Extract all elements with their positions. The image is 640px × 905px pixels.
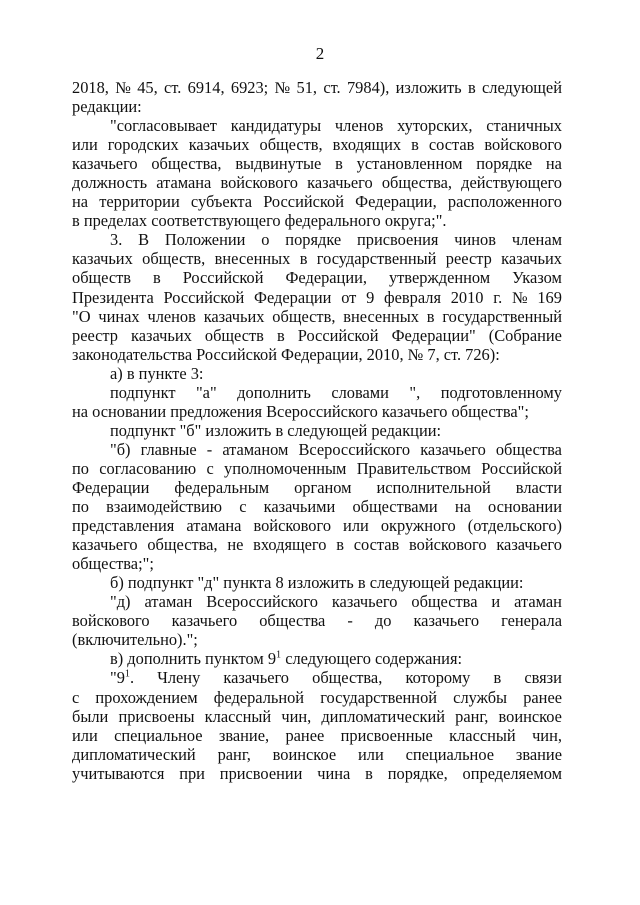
- word: по: [72, 458, 89, 478]
- text-line: [72, 573, 562, 592]
- word: дополнить: [237, 382, 311, 402]
- word: в: [153, 268, 161, 288]
- word: присвоены: [118, 706, 195, 726]
- word: Российской: [263, 192, 344, 212]
- word: казачьего: [223, 668, 289, 688]
- text-line: [72, 707, 562, 726]
- superscript: 1: [276, 649, 282, 661]
- word: Российской: [163, 287, 245, 307]
- page-number: 2: [315, 44, 325, 63]
- word: должность: [72, 173, 148, 193]
- word: казачьего: [72, 535, 138, 555]
- word: территории: [99, 192, 180, 212]
- text-line: [72, 383, 562, 402]
- word: присвоенные: [340, 725, 433, 745]
- word: казачьими: [263, 497, 336, 517]
- word: в): [110, 649, 124, 669]
- word: Члену: [157, 668, 201, 688]
- word: №: [511, 287, 528, 307]
- word: входящего: [253, 535, 327, 555]
- word: на: [72, 192, 89, 212]
- text-line: [72, 230, 562, 249]
- word: Российской: [297, 325, 379, 345]
- word: общества,: [312, 668, 383, 688]
- word: прохождением: [95, 687, 198, 707]
- word: казачьих: [203, 306, 265, 326]
- text-line: [72, 688, 562, 707]
- line-text: редакции:: [72, 97, 142, 117]
- text-line: [72, 516, 562, 535]
- word: 51,: [296, 78, 318, 97]
- word: Всероссийского: [206, 592, 318, 612]
- word: "б): [110, 439, 131, 459]
- word: "$9^1$.: [110, 668, 135, 688]
- word: казачьего: [331, 592, 398, 612]
- word: дипломатический: [321, 706, 446, 726]
- text-line: [72, 497, 562, 516]
- word: или: [72, 135, 98, 155]
- word: общества: [495, 439, 562, 459]
- word: общества,: [147, 535, 218, 555]
- line-text: б) подпункт "д" пункта 8 изложить в следующей редакции:: [110, 573, 524, 593]
- word: исполнительной: [376, 477, 491, 497]
- text-line: [72, 592, 562, 611]
- word: установленном: [356, 154, 463, 174]
- line-text: общества;";: [72, 554, 154, 574]
- word: казачьих: [131, 325, 192, 345]
- word: ранг,: [455, 706, 489, 726]
- word: атаман: [144, 592, 193, 612]
- word: 45,: [137, 78, 158, 97]
- word: членам: [511, 230, 562, 250]
- line-text: (включительно).";: [72, 630, 198, 650]
- word: генерала: [501, 611, 562, 631]
- word: чина: [317, 763, 351, 783]
- word: обществ: [72, 268, 132, 288]
- word: 3.: [110, 230, 123, 250]
- word: Федерации,: [285, 268, 367, 288]
- word: или: [343, 516, 369, 536]
- word: 6923;: [230, 78, 269, 97]
- word: обществами: [352, 497, 438, 517]
- text-line: [72, 668, 562, 687]
- word: присвоении: [219, 763, 303, 783]
- text-line: [72, 288, 562, 307]
- word: следующей: [482, 78, 562, 97]
- word: 6914,: [187, 78, 225, 97]
- word: 7984),: [346, 78, 390, 97]
- word: уполномоченным: [224, 458, 347, 478]
- word: власти: [515, 477, 562, 497]
- word: в: [467, 78, 476, 97]
- line-text: подпункт "б" изложить в следующей редакции:: [110, 420, 442, 440]
- word: обществ: [204, 325, 264, 345]
- word: в: [426, 306, 435, 326]
- text-line: [72, 364, 562, 383]
- word: утвержденном: [388, 268, 491, 288]
- word: звание,: [218, 725, 270, 745]
- text-line: [72, 478, 562, 497]
- text-line: [72, 249, 562, 268]
- word: в: [365, 763, 373, 783]
- word: обществ,: [272, 306, 336, 326]
- word: казачьих: [188, 135, 250, 155]
- word: атаманом: [222, 439, 289, 459]
- word: или: [358, 744, 384, 764]
- text-line: [72, 192, 562, 211]
- word: расположенного: [447, 192, 562, 212]
- text-line: [72, 345, 562, 364]
- word: казачьего: [496, 535, 562, 555]
- word: войскового: [253, 516, 332, 536]
- word-part: 9: [267, 649, 277, 669]
- word: казачьего: [171, 611, 238, 631]
- word: Указом: [512, 268, 562, 288]
- word: "О: [72, 306, 91, 326]
- word: воинское: [498, 706, 562, 726]
- word: Федерации: [72, 477, 150, 497]
- text-line: [72, 440, 562, 459]
- word: общества,: [381, 173, 453, 193]
- word: при: [179, 763, 205, 783]
- word: согласованию: [99, 458, 197, 478]
- word: чинов: [454, 230, 496, 250]
- word: дополнить: [127, 649, 201, 669]
- word: атаман: [514, 592, 562, 612]
- word: с: [72, 687, 80, 707]
- word: федеральным: [174, 477, 270, 497]
- text-line: [72, 307, 562, 326]
- word: в: [493, 668, 502, 688]
- word: №: [274, 78, 291, 97]
- word: атамана: [186, 516, 242, 536]
- word: (отдельского): [467, 516, 562, 536]
- word: "д): [110, 592, 131, 612]
- word: 9: [366, 287, 375, 307]
- word: "согласовывает: [110, 116, 217, 136]
- text-line: [72, 268, 562, 287]
- word: в: [336, 535, 344, 555]
- word: изложить: [395, 78, 462, 97]
- word: Правительством: [356, 458, 471, 478]
- word: №: [115, 78, 131, 97]
- word: определяемом: [462, 763, 562, 783]
- word: казачьего: [72, 154, 138, 174]
- text-line: [72, 135, 562, 154]
- word: ранее: [523, 687, 562, 707]
- word: [268, 649, 281, 668]
- word: по: [72, 497, 89, 517]
- word: общества,: [151, 154, 222, 174]
- word: государственный: [442, 306, 562, 326]
- word: звание: [515, 744, 562, 764]
- word: в: [411, 135, 419, 155]
- word: чинах: [98, 306, 140, 326]
- word: казачьего: [307, 173, 373, 193]
- word: членов: [334, 116, 384, 136]
- word: в: [276, 325, 285, 345]
- word: Федерации": [391, 325, 476, 345]
- word: государственный: [316, 249, 437, 269]
- text-line: [72, 116, 562, 135]
- word: выдвинутые: [235, 154, 322, 174]
- word: казачьего: [420, 439, 486, 459]
- text-line: [72, 97, 562, 116]
- text-line: [72, 554, 562, 573]
- word: войскового: [409, 535, 487, 555]
- word: внесенных: [343, 306, 419, 326]
- word: главные: [140, 439, 197, 459]
- word: хуторских,: [397, 116, 473, 136]
- word: ст.: [323, 78, 341, 97]
- word: классный: [204, 706, 272, 726]
- text-line: [72, 402, 562, 421]
- word: "а": [195, 382, 217, 402]
- text-line: [72, 745, 562, 764]
- word: о: [261, 230, 270, 250]
- word: окружного: [380, 516, 456, 536]
- word: казачьих: [501, 249, 562, 269]
- text-line: [72, 459, 562, 478]
- word: городских: [107, 135, 179, 155]
- word: общества: [259, 611, 326, 631]
- word: состав: [353, 535, 400, 555]
- text-line: [72, 154, 562, 173]
- text-line: [72, 173, 562, 192]
- word: реестр: [72, 325, 118, 345]
- word: чин,: [532, 725, 562, 745]
- word: учитываются: [72, 763, 165, 783]
- word: казачьих: [72, 249, 133, 269]
- word: Президента: [72, 287, 154, 307]
- word: 169: [537, 287, 562, 307]
- word-part: "9: [110, 668, 125, 688]
- document-body: [72, 78, 562, 783]
- word: входящих: [332, 135, 402, 155]
- word: с: [239, 497, 247, 517]
- word: реестр: [445, 249, 492, 269]
- word: внесенных: [214, 249, 291, 269]
- word: войскового: [72, 611, 150, 631]
- superscript: 1: [124, 668, 130, 680]
- word: (Собрание: [488, 325, 562, 345]
- word: которому: [405, 668, 471, 688]
- word: в: [335, 154, 343, 174]
- word: войскового: [220, 173, 298, 193]
- word: Всероссийского: [298, 439, 411, 459]
- text-line: [72, 211, 562, 230]
- text-line: [72, 726, 562, 745]
- word: ст.: [164, 78, 182, 97]
- word: с: [206, 458, 214, 478]
- line-text: на основании предложения Всероссийского казачьего общества";: [72, 401, 529, 421]
- word: Федерации: [254, 287, 332, 307]
- line-text: а) в пункте 3:: [110, 363, 204, 383]
- text-line: [72, 764, 562, 783]
- word: государственной: [320, 687, 438, 707]
- word: состав: [428, 135, 475, 155]
- word: представления: [72, 516, 175, 536]
- word: февраля: [384, 287, 441, 307]
- word: от: [341, 287, 357, 307]
- word: порядке: [476, 154, 533, 174]
- word: специальное: [114, 725, 203, 745]
- word: порядке,: [387, 763, 448, 783]
- line-text: законодательства Российской Федерации, 2010, № 7, ст. 726):: [72, 344, 500, 364]
- word: обществ,: [259, 135, 323, 155]
- word: обществ,: [142, 249, 206, 269]
- word: ранг,: [217, 744, 251, 764]
- text-line: [72, 630, 562, 649]
- word: кандидатуры: [230, 116, 322, 136]
- word: были: [72, 706, 109, 726]
- word: воинское: [272, 744, 337, 764]
- word: Федерации,: [355, 192, 437, 212]
- word: специальное: [405, 744, 494, 764]
- word: общества: [411, 592, 478, 612]
- word: субъекта: [190, 192, 253, 212]
- text-line: [72, 78, 562, 97]
- word: на: [545, 154, 562, 174]
- word: дипломатический: [72, 744, 196, 764]
- word: или: [72, 725, 98, 745]
- word: на: [454, 497, 471, 517]
- word: подпункт: [110, 382, 176, 402]
- text-line: [72, 421, 562, 440]
- word: В: [138, 230, 150, 250]
- word: -: [347, 611, 353, 631]
- word: службы: [453, 687, 508, 707]
- word: содержания:: [375, 649, 463, 669]
- word: ",: [409, 382, 421, 402]
- word: станичных: [486, 116, 562, 136]
- word: классный: [449, 725, 516, 745]
- word: казачьего: [413, 611, 480, 631]
- word: связи: [524, 668, 562, 688]
- word: г.: [493, 287, 503, 307]
- word: до: [374, 611, 392, 631]
- word: ранее: [285, 725, 325, 745]
- word: основании: [488, 497, 562, 517]
- word: и: [491, 592, 501, 612]
- word: чин,: [281, 706, 312, 726]
- text-line: [72, 535, 562, 554]
- word: в: [299, 249, 308, 269]
- word: органом: [294, 477, 352, 497]
- word: Российской: [182, 268, 264, 288]
- word: не: [227, 535, 244, 555]
- word: пунктом: [205, 649, 264, 669]
- word: порядке: [285, 230, 342, 250]
- word: подготовленному: [440, 382, 562, 402]
- word: войскового: [484, 135, 562, 155]
- word: атамана: [156, 173, 212, 193]
- word: 2010: [450, 287, 484, 307]
- word: Российской: [481, 458, 562, 478]
- word: следующего: [285, 649, 371, 669]
- word: членов: [147, 306, 196, 326]
- word: Положении: [164, 230, 246, 250]
- word: действующего: [461, 173, 562, 193]
- line-text: в пределах соответствующего федерального округа;".: [72, 211, 447, 231]
- text-line: [72, 611, 562, 630]
- word: взаимодействию: [106, 497, 223, 517]
- word: присвоения: [357, 230, 439, 250]
- text-line: [72, 649, 562, 668]
- word: -: [206, 439, 213, 459]
- word: федеральной: [213, 687, 305, 707]
- word: 2018,: [72, 78, 109, 97]
- word: словами: [331, 382, 389, 402]
- text-line: [72, 326, 562, 345]
